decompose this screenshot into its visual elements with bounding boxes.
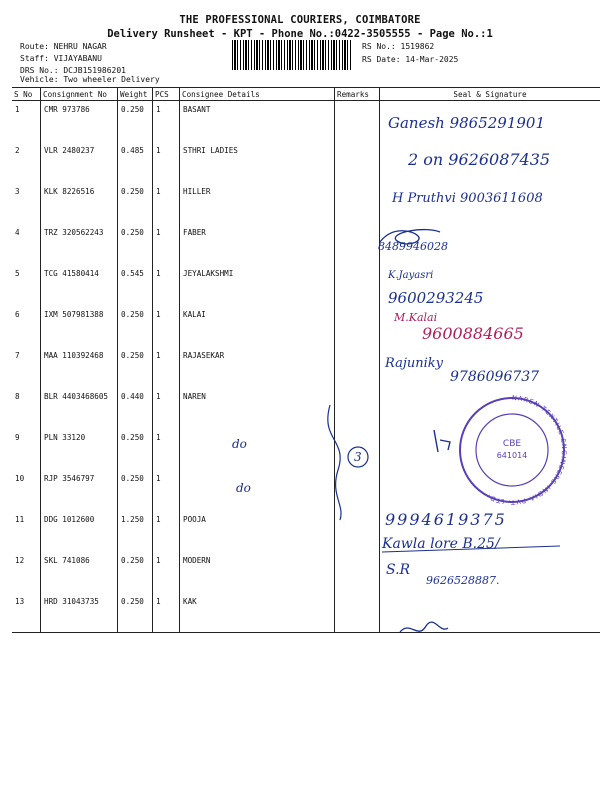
sno-cell: 11 (15, 515, 25, 524)
consignee-cell: JEYALAKSHMI (180, 265, 335, 306)
consignment-cell: VLR 2480237 (41, 142, 118, 183)
consignee-cell: STHRI LADIES (180, 142, 335, 183)
stamp-ring-text: NAREN TEXTILE ENGINEERS INDIA PVT. LTD. (485, 393, 569, 507)
consignment-cell: CMR 973786 (41, 101, 118, 143)
pcs-cell: 1 (153, 347, 180, 388)
signature-row3: H Pruthvi 9003611608 (392, 191, 543, 206)
signature-row12-phone: 9626528887. (426, 574, 500, 587)
pcs-cell: 1 (153, 265, 180, 306)
sno-cell: 3 (15, 187, 20, 196)
pcs-cell: 1 (153, 388, 180, 429)
signature-row6-name: M.Kalai (394, 311, 438, 324)
vehicle-label: Vehicle: Two wheeler Delivery (20, 75, 160, 84)
consignment-cell: KLK 8226516 (41, 183, 118, 224)
signature-row6-phone: 9600884665 (422, 324, 524, 343)
consignee-cell: KAK (180, 593, 335, 633)
consignment-cell: SKL 741086 (41, 552, 118, 593)
consignee-cell: HILLER (180, 183, 335, 224)
weight-cell: 0.485 (118, 142, 153, 183)
runsheet-subtitle: Delivery Runsheet - KPT - Phone No.:0422-3505555 - Page No.:1 (107, 28, 493, 40)
signature-row2: 2 on 9626087435 (408, 150, 551, 169)
pcs-cell: 1 (153, 470, 180, 511)
weight-cell: 0.250 (118, 347, 153, 388)
weight-cell: 0.545 (118, 265, 153, 306)
signature-row7-name: Rajuniky (385, 356, 443, 371)
route-label: Route: NEHRU NAGAR (20, 42, 107, 51)
sno-cell: 8 (15, 392, 20, 401)
consignment-cell: PLN 33120 (41, 429, 118, 470)
signature-row5-phone: 9600293245 (388, 289, 484, 307)
ditto-mark-row9: do (232, 437, 247, 451)
pcs-cell: 1 (153, 552, 180, 593)
weight-cell: 0.250 (118, 470, 153, 511)
pcs-cell: 1 (153, 306, 180, 347)
sno-cell: 12 (15, 556, 25, 565)
signature-row11-phone: 9994619375 (385, 510, 507, 529)
col-sno: S No (12, 88, 41, 101)
consignment-cell: DDG 1012600 (41, 511, 118, 552)
pcs-cell: 1 (153, 429, 180, 470)
signature-row12-initials: S.R (386, 562, 411, 578)
circled-number: 3 (354, 450, 362, 464)
signature-row1: Ganesh 9865291901 (388, 114, 546, 132)
col-consignee: Consignee Details (180, 88, 335, 101)
company-title: THE PROFESSIONAL COURIERS, COIMBATORE (179, 14, 421, 26)
consignment-cell: RJP 3546797 (41, 470, 118, 511)
weight-cell: 0.250 (118, 552, 153, 593)
drs-no-label: DRS No.: DCJB151986201 (20, 66, 126, 75)
consignee-cell: BASANT (180, 101, 335, 143)
sno-cell: 6 (15, 310, 20, 319)
rs-date-label: RS Date: 14-Mar-2025 (362, 55, 459, 64)
weight-cell: 0.250 (118, 306, 153, 347)
pcs-cell: 1 (153, 101, 180, 143)
sno-cell: 2 (15, 146, 20, 155)
sno-cell: 9 (15, 433, 20, 442)
sno-cell: 10 (15, 474, 25, 483)
weight-cell: 0.250 (118, 593, 153, 633)
consignment-cell: TRZ 320562243 (41, 224, 118, 265)
weight-cell: 0.250 (118, 183, 153, 224)
consignment-cell: TCG 41580414 (41, 265, 118, 306)
sno-cell: 13 (12, 593, 41, 633)
sno-cell: 1 (15, 105, 20, 114)
signature-row11-note: Kawla lore B.25/ (382, 536, 500, 552)
pcs-cell: 1 (153, 183, 180, 224)
weight-cell: 0.440 (118, 388, 153, 429)
weight-cell: 0.250 (118, 224, 153, 265)
consignment-cell: IXM 507981388 (41, 306, 118, 347)
sno-cell: 5 (15, 269, 20, 278)
stamp-center-line2: 641014 (496, 451, 528, 460)
consignee-cell: FABER (180, 224, 335, 265)
consignment-cell: BLR 4403468605 (41, 388, 118, 429)
consignee-cell: MODERN (180, 552, 335, 593)
consignee-cell: RAJASEKAR (180, 347, 335, 388)
weight-cell: 1.250 (118, 511, 153, 552)
signature-row4: 8489946028 (378, 240, 448, 253)
sno-cell: 4 (15, 228, 20, 237)
pcs-cell: 1 (153, 142, 180, 183)
staff-label: Staff: VIJAYABANU (20, 54, 102, 63)
consignment-cell: MAA 110392468 (41, 347, 118, 388)
consignee-cell: NAREN (180, 388, 335, 429)
pcs-cell: 1 (153, 511, 180, 552)
signature-row5-name: K.Jayasri (388, 270, 434, 281)
stamp-center-line1: CBE (502, 439, 522, 449)
svg-text:NAREN TEXTILE ENGINEERS INDIA (485, 394, 568, 506)
pcs-cell: 1 (153, 593, 180, 633)
col-remarks: Remarks (335, 88, 380, 101)
col-signature: Seal & Signature (380, 88, 600, 101)
col-consignment: Consignment No (41, 88, 118, 101)
ditto-mark-row10: do (236, 481, 251, 495)
rs-no-label: RS No.: 1519862 (362, 42, 435, 51)
consignment-cell: HRD 31043735 (41, 593, 118, 633)
weight-cell: 0.250 (118, 429, 153, 470)
col-weight: Weight (118, 88, 153, 101)
pcs-cell: 1 (153, 224, 180, 265)
weight-cell: 0.250 (118, 101, 153, 143)
consignee-cell: POOJA (180, 511, 335, 552)
sno-cell: 7 (15, 351, 20, 360)
signature-row7-phone: 9786096737 (450, 369, 540, 385)
col-pcs: PCS (153, 88, 180, 101)
consignee-cell: KALAI (180, 306, 335, 347)
